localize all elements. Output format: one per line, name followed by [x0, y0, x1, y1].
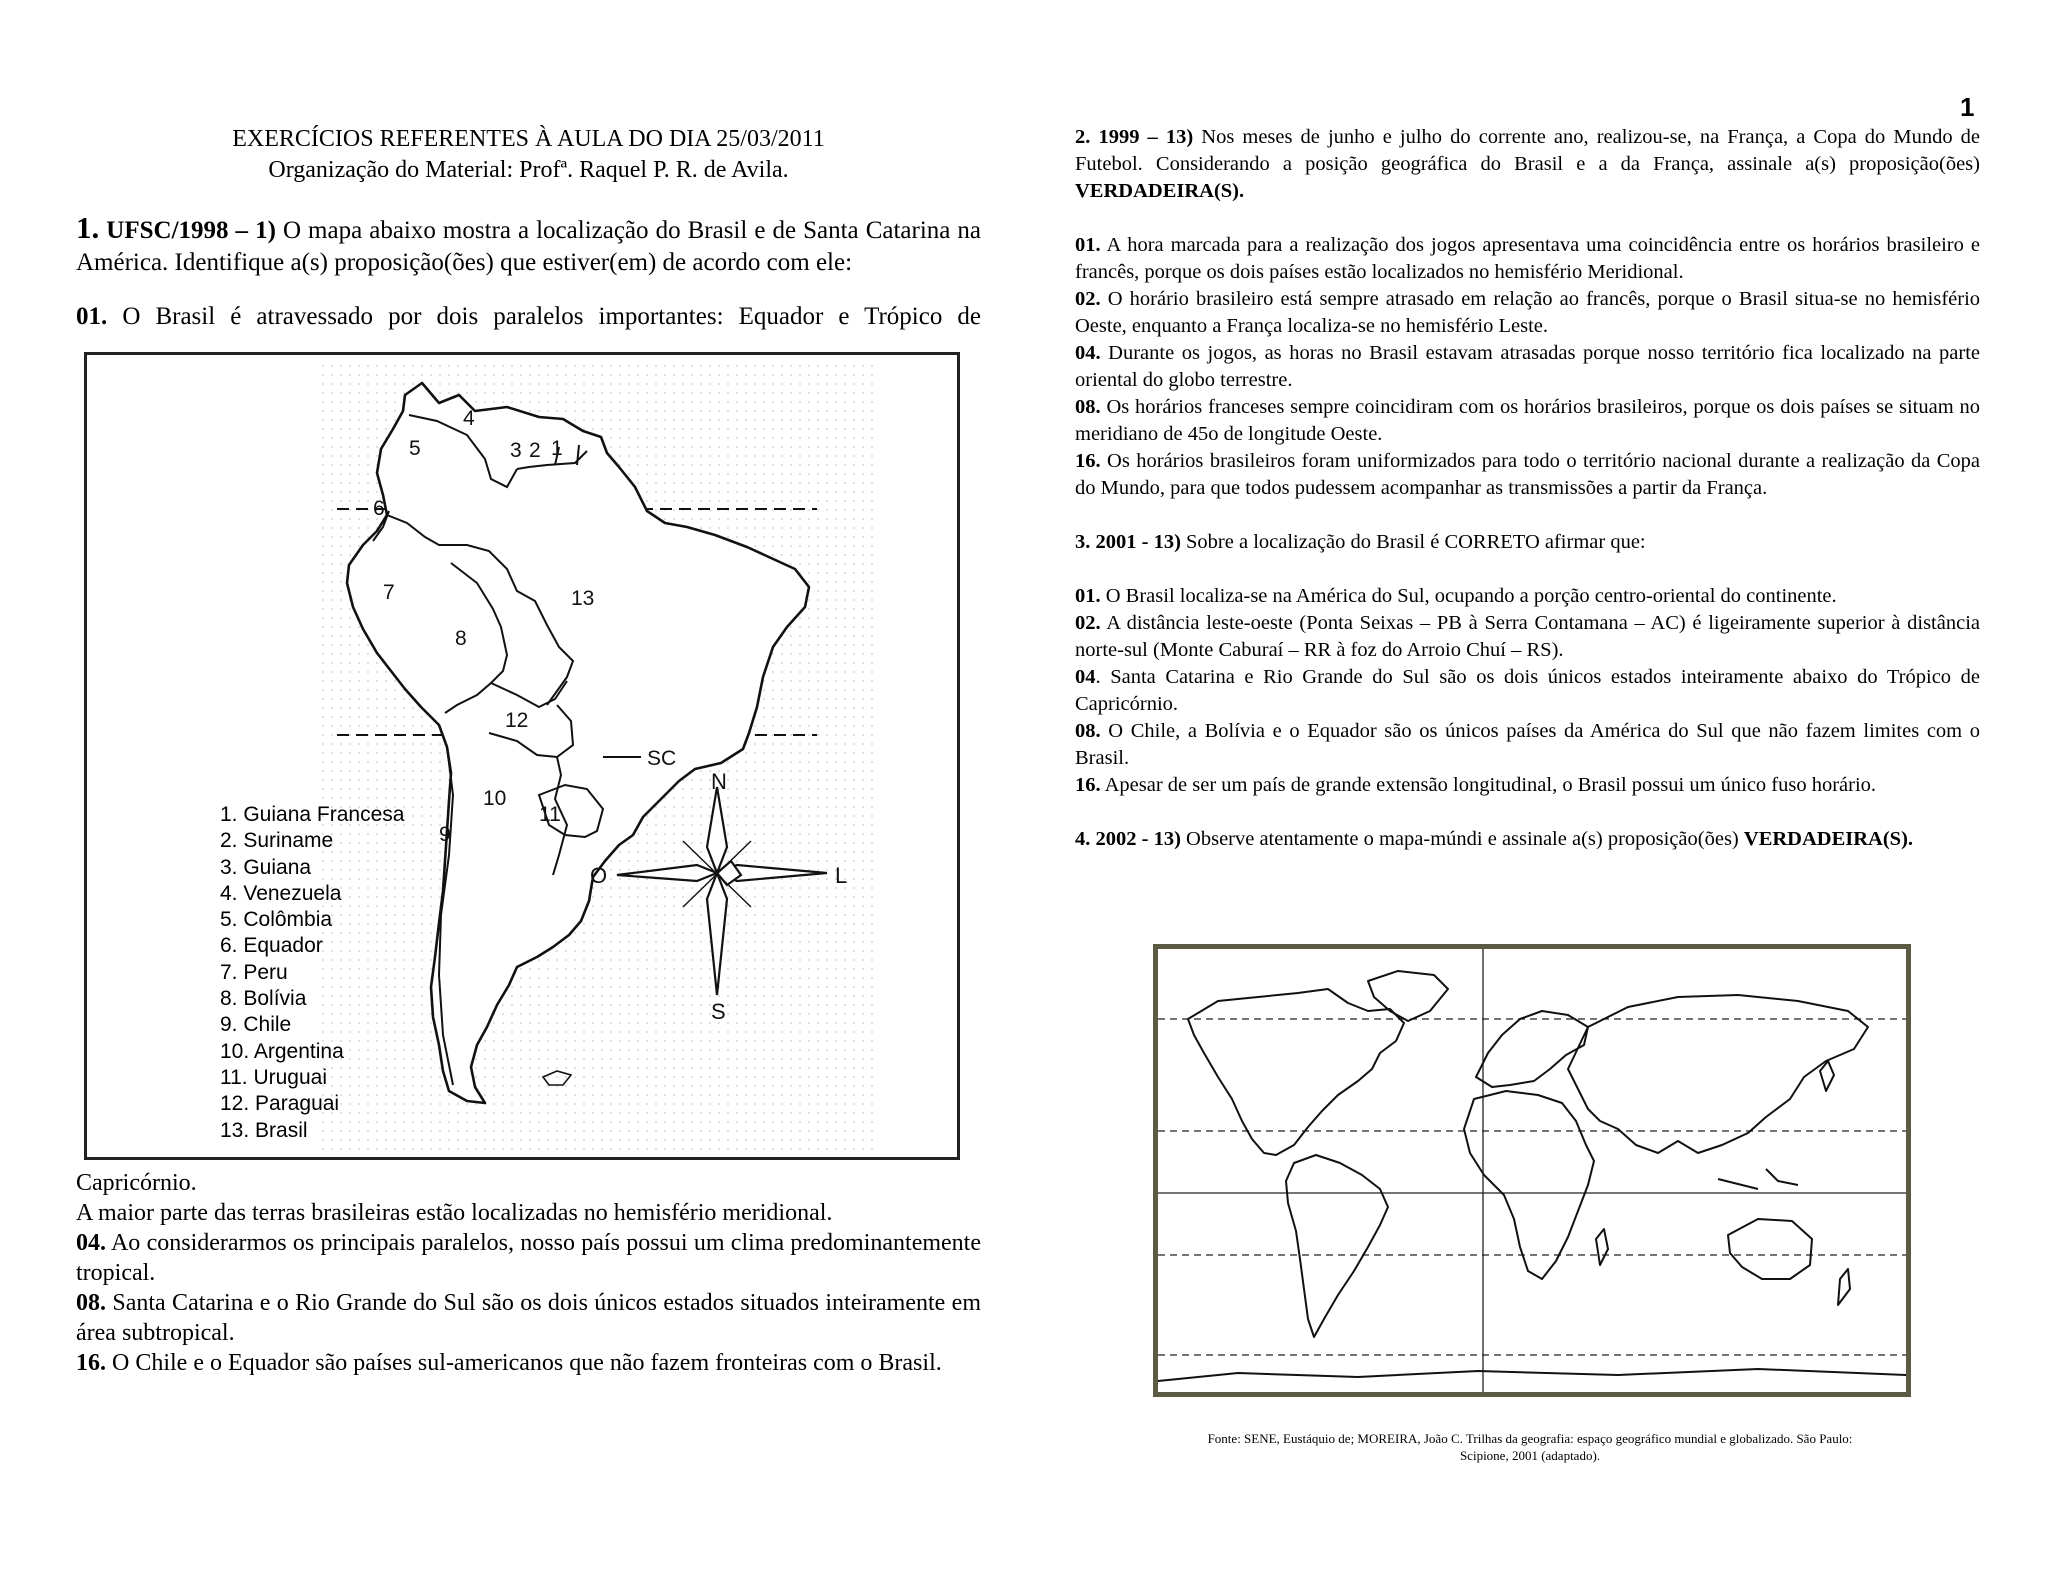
label-10: 10: [483, 787, 507, 810]
world-map: [1153, 944, 1911, 1397]
label-5: 5: [409, 437, 421, 460]
label-7: 7: [383, 581, 395, 604]
option-text: O Chile, a Bolívia e o Equador são os únicos países da América do Sul que não fazem limites com o Brasil.: [1075, 720, 1980, 769]
question-1-text: O mapa abaixo mostra a localização do Brasil e de Santa Catarina na América. Identifique a(s) proposição(ões) que estiver(em) de acordo com ele:: [76, 217, 982, 276]
option-number: 04.: [1075, 342, 1101, 364]
question-1-intro: [76, 212, 981, 279]
header-subtitle: Organização do Material: Profª. Raquel P. R. de Avila.: [268, 157, 789, 183]
option-text: O Chile e o Equador são países sul-americanos que não fazem fronteiras com o Brasil.: [112, 1350, 942, 1376]
question-2-option-08: [1075, 394, 1980, 448]
question-1-options: [76, 1168, 981, 1378]
question-2-option-02: [1075, 286, 1980, 340]
question-2-bold: VERDADEIRA(S).: [1075, 180, 1245, 202]
option-text: A hora marcada para a realização dos jogos apresentava uma coincidência entre os horários brasileiro e francês, porque os dois países estão localizados no hemisfério Meridional.: [1075, 234, 1980, 283]
question-2-option-01: [1075, 232, 1980, 286]
question-2-option-16: [1075, 448, 1980, 502]
option-text: Os horários brasileiros foram uniformizados para todo o território nacional durante a realização da Copa do Mundo, para que todos pudessem acompanhar as transmissões a partir da França.: [1075, 450, 1981, 499]
document-header: [76, 124, 981, 186]
world-map-drawing: [1158, 949, 1906, 1392]
question-2-source: 2. 1999 – 13): [1075, 126, 1194, 148]
legend-item: 11. Uruguai: [220, 1065, 328, 1089]
question-4-intro: [1075, 826, 1980, 853]
source-line-2: Scipione, 2001 (adaptado).: [1459, 1448, 1601, 1463]
header-title: EXERCÍCIOS REFERENTES À AULA DO DIA 25/03/2011: [232, 126, 825, 152]
option-number: 01.: [76, 303, 108, 330]
label-13: 13: [571, 587, 595, 610]
label-4: 4: [463, 407, 475, 430]
legend-item: 13. Brasil: [220, 1118, 308, 1142]
question-2-text: Nos meses de junho e julho do corrente ano, realizou-se, na França, a Copa do Mundo de Futebol. Considerando a posição geográfica do Brasil e a da França, assinale a(s) proposição(ões): [1075, 126, 1981, 175]
option-text: A distância leste-oeste (Ponta Seixas – PB à Serra Contamana – AC) é ligeiramente superior à distância norte-sul (Monte Caburaí – RR à foz do Arroio Chuí – RS).: [1075, 612, 1980, 661]
label-sc: SC: [647, 747, 677, 770]
source-line-1: Fonte: SENE, Eustáquio de; MOREIRA, João C. Trilhas da geografia: espaço geográfico mundial e globalizado. São Paulo:: [1207, 1431, 1853, 1446]
option-text: O Brasil localiza-se na América do Sul, ocupando a porção centro-oriental do continente.: [1105, 585, 1837, 607]
option-number: 01.: [1075, 585, 1101, 607]
option-number: 16.: [76, 1350, 106, 1376]
option-text: O horário brasileiro está sempre atrasado em relação ao francês, porque o Brasil situa-se no hemisfério Oeste, enquanto a França localiza-se no hemisfério Leste.: [1075, 288, 1981, 337]
option-number: 02.: [1075, 612, 1101, 634]
option-number: 04: [1075, 666, 1096, 688]
south-america-map: [84, 352, 960, 1160]
continent-outlines: [1158, 971, 1906, 1381]
compass-north-label: N: [711, 769, 727, 794]
legend-item: 6. Equador: [220, 934, 323, 958]
option-text: Os horários franceses sempre coincidiram com os horários brasileiros, porque os dois países se situam no meridiano de 45o de longitude Oeste.: [1075, 396, 1980, 445]
legend-item: 2. Suriname: [220, 829, 334, 853]
question-4-source: 4. 2002 - 13): [1075, 828, 1181, 850]
compass-east-label: L: [835, 863, 848, 888]
option-text: O Brasil é atravessado por dois paralelos importantes: Equador e Trópico de: [122, 303, 981, 330]
page-number: 1: [1960, 92, 1975, 122]
option-number: 08.: [1075, 720, 1101, 742]
option-text: Apesar de ser um país de grande extensão longitudinal, o Brasil possui um único fuso horário.: [1104, 774, 1877, 796]
question-3-option-01: [1075, 583, 1980, 610]
question-3-option-04: [1075, 664, 1980, 718]
option-number: 02.: [1075, 288, 1101, 310]
legend-item: 1. Guiana Francesa: [220, 803, 405, 826]
option-number: 01.: [1075, 234, 1101, 256]
question-4-text: Observe atentamente o mapa-múndi e assinale a(s) proposição(ões): [1186, 828, 1739, 850]
question-3-intro: [1075, 529, 1980, 556]
question-2-intro: [1075, 124, 1980, 205]
right-column: [1075, 124, 1980, 853]
legend-item: 5. Colômbia: [220, 908, 333, 932]
option-text: Ao considerarmos os principais paralelos, nosso país possui um clima predominantemente tropical.: [76, 1230, 981, 1286]
compass-south-label: S: [711, 999, 726, 1024]
legend-item: 3. Guiana: [220, 855, 312, 879]
option-text: . Santa Catarina e Rio Grande do Sul são os dois únicos estados inteiramente abaixo do Trópico de Capricórnio.: [1075, 666, 1980, 715]
world-map-source: [1100, 1430, 1960, 1464]
option-number: 16.: [1075, 774, 1101, 796]
option-16: [76, 1348, 981, 1378]
option-number: 08.: [76, 1290, 106, 1316]
option-text: Durante os jogos, as horas no Brasil estavam atrasadas porque nosso território fica localizado na parte oriental do globo terrestre.: [1075, 342, 1980, 391]
option-text: Santa Catarina e o Rio Grande do Sul são os dois únicos estados situados inteiramente em área subtropical.: [76, 1290, 982, 1346]
question-3-option-02: [1075, 610, 1980, 664]
option-02: A maior parte das terras brasileiras estão localizadas no hemisfério meridional.: [76, 1200, 833, 1226]
option-number: 04.: [76, 1230, 106, 1256]
question-1-option-01-start: [76, 301, 981, 333]
legend-item: 4. Venezuela: [220, 881, 342, 905]
label-2: 2: [529, 439, 541, 462]
option-04: [76, 1228, 981, 1288]
label-9: 9: [439, 823, 451, 846]
question-3-text: Sobre a localização do Brasil é CORRETO afirmar que:: [1186, 531, 1646, 553]
legend-item: 10. Argentina: [220, 1039, 344, 1063]
question-3-option-16: [1075, 772, 1980, 799]
option-01-continuation: Capricórnio.: [76, 1170, 197, 1196]
map-legend: [220, 802, 404, 1144]
label-11: 11: [539, 803, 561, 826]
legend-item: 12. Paraguai: [220, 1092, 340, 1116]
label-1: 1: [551, 437, 563, 460]
option-number: 08.: [1075, 396, 1101, 418]
question-3-option-08: [1075, 718, 1980, 772]
question-1-source: UFSC/1998 – 1): [106, 217, 276, 244]
option-number: 16.: [1075, 450, 1101, 472]
question-2-option-04: [1075, 340, 1980, 394]
label-3: 3: [510, 439, 522, 462]
label-6: 6: [373, 497, 385, 520]
label-12: 12: [505, 709, 529, 732]
question-3-source: 3. 2001 - 13): [1075, 531, 1181, 553]
compass-west-label: O: [590, 863, 608, 888]
question-1-number: 1.: [76, 210, 100, 245]
legend-item: 7. Peru: [220, 960, 288, 984]
label-8: 8: [455, 627, 467, 650]
legend-item: 9. Chile: [220, 1013, 292, 1037]
legend-item: 8. Bolívia: [220, 987, 307, 1011]
question-4-bold: VERDADEIRA(S).: [1743, 828, 1914, 850]
left-column: [76, 124, 981, 333]
south-america-map-drawing: [87, 355, 957, 1157]
option-08: [76, 1288, 981, 1348]
